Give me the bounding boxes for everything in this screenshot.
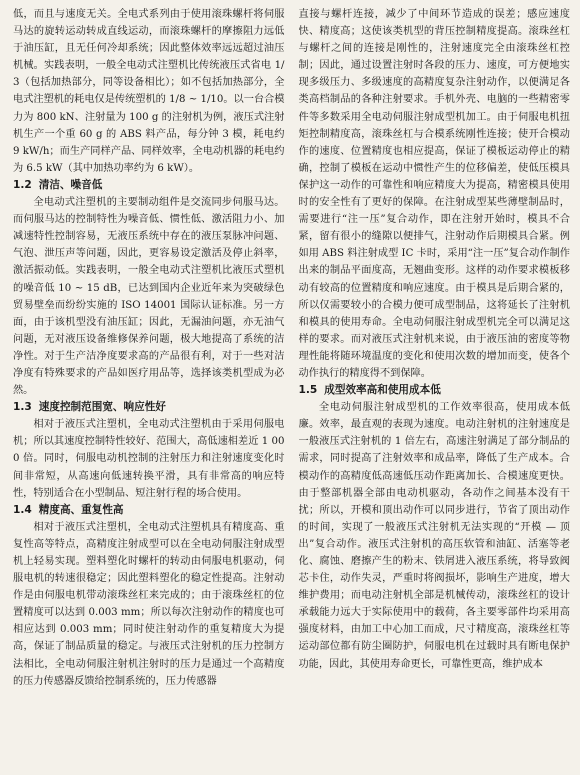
body-paragraph: 相对于液压式注塑机，全电动式注塑机由于采用伺服电机；所以其速度控制特性较好、范围大，高低速相差近 1 000 倍。同时，伺服电动机控制的注射压力和注射速度变化时间非常短，从高速向低速转换平滑，具有非常高的响应特性，特别适合在小型制品、短注射行程的场合使用。 — [13, 419, 285, 499]
body-paragraph: 全电动伺服注射成型机的工作效率很高，使用成本低廉。效率，最直观的表现为速度。电动注射机的注射速度是一般液压式注射机的 1 倍左右，高速注射满足了部分制品的需求，同时提高了注射效率和成品率，降低了生产成本。合模动作的高精度低高速低压动作距离加长、合模速度更快。由于整部机器全部由电动机驱动，各动作之间基本没有干扰；所以，开模和顶出动作可以同步进行，节省了顶出动作的时间，实现了一般液压式注射机无法实现的“开模 — 顶出”复合动作。液压式注射机的高压软管和油缸、活塞等老化、腐蚀、磨擦产生的粉末、铁屑进入液压系统，将导致阀芯卡住，动作失灵，严重时将阀损坏，影响生产进度，增大维护费用；而电动注射机全部是机械传动，滚珠丝杠的设计承载能力远大于实际使用中的载荷，各主要零部件均采用高强度材料，由加工中心加工而成，尺寸精度高，滚珠丝杠等运动部位都有防尘圈防护，伺服电机在过载时具有断电保护功能，因此，其使用寿命更长，可靠性更高，维护成本 — [298, 402, 570, 670]
body-paragraph: 直接与螺杆连接，减少了中间环节造成的误差；感应速度快、精度高；这使该类机型的背压控制精度提高。滚珠丝杠与螺杆之间的连接是刚性的，注射速度完全由滚珠丝杠控制；因此，通过设置注射时各段的压力、速度，可方便地实现多级压力、多级速度的高精度复杂注射动作，以便满足各类高档制品的各种注射要求。手机外壳、电脑的一些精密零件等多数采用全电动伺服注射成型机加工。由于伺服电机扭矩控制精度高，滚珠丝杠与合模系统刚性连接；使开合模动作的速度、位置精度也相应提高，保证了模板运动停止的精确，控制了模板在运动中惯性产生的位移偏差，使低压模具保护这一动作的可靠性和响应精度大为提高，精密模具使用时的安全性有了更好的保障。在注射成型某些薄壁制品时，需要进行“注一压”复合动作，即在注射开始时，模具不合紧，留有很小的缝隙以便排气，注射动作后期模具合紧。例如用 ABS 料注射成型 IC 卡时，采用“注一压”复合动作制作出来的制品平面度高，无翘曲变形。这样的动作要求模板移动有较高的位置精度和响应速度。由于模具是后期合紧的，所以仅需要较小的合模力便可成型制品，这将延长了注射机和模具的使用寿命。全电动伺服注射成型机完全可以满足这样的要求。而对液压式注射机来说，由于液压油的密度等物理性能将随环境温度的变化和使用次数的增加而变，使各个动作执行的精度得不到保障。 — [298, 9, 570, 379]
body-paragraph: 低，而且与速度无关。全电式系列由于使用滚珠螺杆将伺服马达的旋转运动转成直线运动，而滚珠螺杆的摩擦阻力远低于油压缸，且无任何冷却系统；因此整体效率远远超过油压机械。实践表明，一般全电动式注塑机比传统液压式省电 1/3（包括加热部分，同等设备相比）；如不包括加热部分，全电式注塑机的耗电仅是传统塑机的 1/8 ~ 1/10。以一台合模力为 800 kN、注射量为 100 g 的注射机为例，液压式注射机生产一个重 60 g 的 ABS 料产品，每分钟 3 模，耗电约 9 kW/h；而生产同样产品、同样效率，全电动机器的耗电约为 6.5 kW（其中加热功率约为 6 kW）。 — [13, 9, 285, 174]
section-number: 1.3 — [13, 401, 32, 414]
section-heading — [13, 502, 285, 519]
section-number: 1.5 — [298, 384, 318, 397]
section-title: 精度高、重复性高 — [38, 503, 124, 516]
section-number: 1.2 — [13, 178, 32, 191]
body-paragraph: 全电动式注塑机的主要制动组件是交流同步伺服马达。而伺服马达的控制特性为噪音低、惯性低、激活阻力小、加减速特性控制容易，无液压系统中存在的液压泵脉冲问题、气泡、泄压声等问题，因此，更容易设定激活及停止斜率，激活振动低。实践表明，一般全电动式注塑机比液压式塑机的噪音低 10 ~ 15 dB，已达到国内企业近年来为突破绿色贸易壁垒而纷纷实施的 ISO 14001 国际认证标准。另一方面，由于该机型没有油压缸；因此，无漏油问题，亦无油气问题，无对液压设备维修保养问题，极大地提高了系统的洁净性。对于生产洁净度要求高的产品很有利，对于一些对洁净度有特殊要求的产品如医疗用品等，选择该类机型成为必然。 — [13, 197, 285, 397]
left-column — [13, 6, 285, 771]
section-title: 成型效率高和使用成本低 — [324, 384, 441, 397]
section-heading — [299, 382, 571, 399]
section-heading — [13, 177, 285, 194]
right-column — [299, 6, 571, 771]
section-title: 清洁、噪音低 — [38, 178, 103, 191]
body-paragraph: 相对于液压式注塑机，全电动式注塑机具有精度高、重复性高等特点，高精度注射成型可以在全电动伺服注射成型机上轻易实现。塑料塑化时螺杆的转动由伺服电机驱动，伺服电机的转速很稳定；因此塑料塑化的稳定性提高。注射动作是由伺服电机带动滚珠丝杠来完成的；由于滚珠丝杠的位置精度可以达到 0.003 mm；所以每次注射动作的精度也可相应达到 0.003 mm；同时使注射动作的重复精度大为提高，保证了制品质量的稳定。与液压式注射机的压力控制方法相比，全电动伺服注射机注射时的压力是通过一个高精度的压力传感器反馈给控制系统的，压力传感器 — [13, 521, 285, 687]
section-title: 速度控制范围宽、响应性好 — [38, 401, 166, 414]
section-number: 1.4 — [13, 503, 32, 516]
section-heading — [13, 399, 285, 416]
